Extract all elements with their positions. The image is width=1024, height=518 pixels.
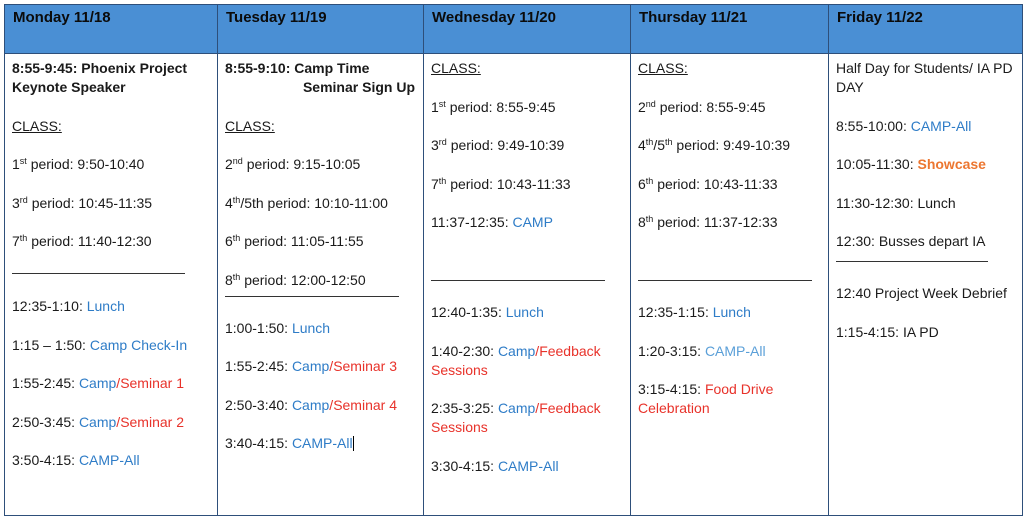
tuesday-camp-line-2: Seminar Sign Up <box>302 79 415 95</box>
wednesday-camp-all: 3:30-4:15: CAMP-All <box>431 457 559 474</box>
wednesday-period-3: 3rd period: 9:49-10:39 <box>431 137 565 153</box>
tuesday-seminar-4: 2:50-3:40: Camp/Seminar 4 <box>225 396 397 413</box>
tuesday-class-label: CLASS: <box>225 117 275 134</box>
monday-checkin: 1:15 – 1:50: Camp Check-In <box>12 336 188 353</box>
wednesday-feedback-2: 2:35-3:25: Camp/Feedback Sessions <box>431 400 601 435</box>
friday-debrief: 12:40 Project Week Debrief <box>836 285 1007 301</box>
header-thursday: Thursday 11/21 <box>631 5 829 54</box>
thursday-period-8: 8th period: 11:37-12:33 <box>638 214 778 230</box>
monday-cell <box>5 54 218 516</box>
header-friday: Friday 11/22 <box>829 5 1023 54</box>
wednesday-period-1: 1st period: 8:55-9:45 <box>431 98 556 115</box>
wednesday-divider <box>431 280 605 281</box>
wednesday-cell <box>424 54 631 516</box>
friday-lunch: 11:30-12:30: Lunch <box>836 194 956 211</box>
text-cursor <box>353 436 354 451</box>
tuesday-camp-line-1: 8:55-9:10: Camp Time <box>225 60 370 76</box>
monday-seminar-1: 1:55-2:45: Camp/Seminar 1 <box>12 375 184 391</box>
schedule-table <box>4 4 1023 516</box>
header-tuesday: Tuesday 11/19 <box>218 5 424 54</box>
thursday-class-label: CLASS: <box>638 60 688 76</box>
friday-busses: 12:30: Busses depart IA <box>836 233 986 249</box>
wednesday-class-label: CLASS: <box>431 60 481 76</box>
tuesday-period-4-5: 4th/5th period: 10:10-11:00 <box>225 194 388 211</box>
monday-seminar-2: 2:50-3:45: Camp/Seminar 2 <box>12 413 184 430</box>
thursday-lunch: 12:35-1:15: Lunch <box>638 304 751 320</box>
monday-divider <box>12 273 185 274</box>
tuesday-period-8: 8th period: 12:00-12:50 <box>225 271 366 288</box>
schedule-row <box>5 54 1023 516</box>
header-row <box>5 5 1023 54</box>
friday-half-day: Half Day for Students/ IA PD DAY <box>836 60 1013 95</box>
monday-period-1: 1st period: 9:50-10:40 <box>12 156 145 172</box>
monday-keynote: 8:55-9:45: Phoenix Project Keynote Speaker <box>12 60 188 95</box>
monday-period-7: 7th period: 11:40-12:30 <box>12 233 152 249</box>
friday-ia-pd: 1:15-4:15: IA PD <box>836 323 939 340</box>
tuesday-period-6: 6th period: 11:05-11:55 <box>225 233 364 249</box>
thursday-period-6: 6th period: 10:43-11:33 <box>638 175 778 192</box>
thursday-period-2: 2nd period: 8:55-9:45 <box>638 98 766 115</box>
thursday-camp-all: 1:20-3:15: CAMP-All <box>638 342 766 359</box>
tuesday-period-2: 2nd period: 9:15-10:05 <box>225 156 361 172</box>
wednesday-feedback-1: 1:40-2:30: Camp/Feedback Sessions <box>431 342 601 378</box>
friday-showcase: 10:05-11:30: Showcase <box>836 156 986 172</box>
friday-camp-all: 8:55-10:00: CAMP-All <box>836 117 972 134</box>
friday-divider <box>836 261 988 262</box>
wednesday-period-7: 7th period: 10:43-11:33 <box>431 175 571 192</box>
monday-camp-all: 3:50-4:15: CAMP-All <box>12 452 140 468</box>
thursday-food-drive: 3:15-4:15: Food Drive Celebration <box>638 381 774 416</box>
monday-period-3: 3rd period: 10:45-11:35 <box>12 194 153 211</box>
wednesday-lunch: 12:40-1:35: Lunch <box>431 304 544 320</box>
header-wednesday: Wednesday 11/20 <box>424 5 631 54</box>
header-monday: Monday 11/18 <box>5 5 218 54</box>
wednesday-camp: 11:37-12:35: CAMP <box>431 214 553 230</box>
monday-lunch: 12:35-1:10: Lunch <box>12 298 125 314</box>
tuesday-lunch: 1:00-1:50: Lunch <box>225 319 331 336</box>
thursday-period-4-5: 4th/5th period: 9:49-10:39 <box>638 137 791 153</box>
tuesday-divider <box>225 296 399 297</box>
tuesday-seminar-3: 1:55-2:45: Camp/Seminar 3 <box>225 358 397 374</box>
thursday-cell <box>631 54 829 516</box>
thursday-divider <box>638 280 812 281</box>
tuesday-cell <box>218 54 424 516</box>
friday-cell <box>829 54 1023 516</box>
tuesday-camp-all: 3:40-4:15: CAMP-All <box>225 435 353 451</box>
monday-class-label: CLASS: <box>12 117 62 134</box>
